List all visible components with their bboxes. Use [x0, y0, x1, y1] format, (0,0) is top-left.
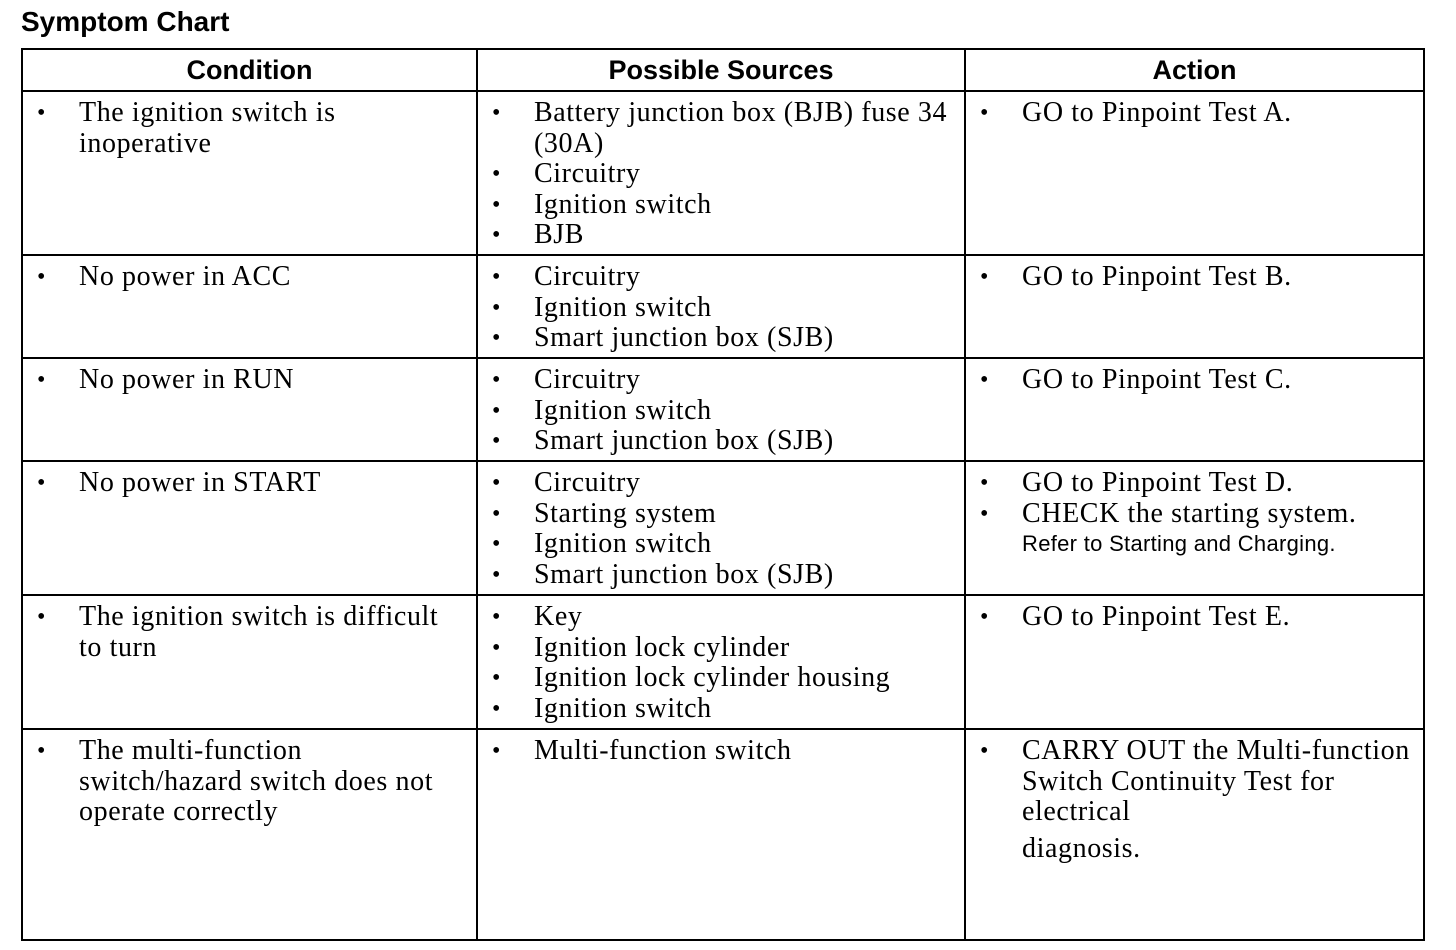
source-item: • Ignition lock cylinder	[492, 631, 790, 663]
sources-cell	[477, 358, 965, 461]
action-cell	[965, 255, 1424, 358]
source-item: • BJB	[492, 219, 585, 250]
sources-cell	[477, 461, 965, 595]
source-item: • Key	[492, 601, 583, 632]
header-action: Action	[965, 49, 1424, 91]
source-item: • Ignition switch	[492, 528, 712, 559]
table-header-row	[22, 49, 1424, 91]
condition-cell	[22, 255, 477, 358]
sources-cell	[477, 595, 965, 729]
source-item: • Ignition switch	[492, 394, 712, 426]
condition-cell	[22, 595, 477, 729]
source-item: • Ignition switch	[492, 692, 712, 724]
condition-item: • No power in RUN	[37, 364, 295, 395]
table-row	[22, 595, 1424, 729]
action-item: • GO to Pinpoint Test C.	[980, 364, 1292, 395]
header-possible-sources: Possible Sources	[477, 49, 965, 91]
table-row	[22, 729, 1424, 940]
action-item: • GO to Pinpoint Test B.	[980, 261, 1292, 292]
action-cell	[965, 91, 1424, 255]
condition-cell	[22, 358, 477, 461]
condition-item: • No power in START	[37, 467, 321, 498]
source-item: • Circuitry	[492, 158, 641, 189]
table-row	[22, 255, 1424, 358]
sources-cell	[477, 91, 965, 255]
table-row	[22, 91, 1424, 255]
action-item: • GO to Pinpoint Test D.	[980, 467, 1294, 498]
action-cell	[965, 358, 1424, 461]
action-cell	[965, 595, 1424, 729]
action-item: • CARRY OUT the Multi-function Switch Continuity Test for electrical diagnosis.	[980, 736, 1413, 864]
source-item: • Ignition lock cylinder housing	[492, 662, 891, 693]
sources-cell	[477, 729, 965, 940]
source-item: • Circuitry	[492, 261, 641, 292]
page-title: Symptom Chart	[21, 6, 230, 37]
source-item: • Circuitry	[492, 364, 641, 395]
source-item: • Starting system	[492, 497, 717, 529]
action-cell	[965, 461, 1424, 595]
symptom-table	[21, 48, 1425, 941]
source-item: • Smart junction box (SJB)	[492, 322, 834, 353]
action-cell	[965, 729, 1424, 940]
table-row	[22, 461, 1424, 595]
action-item: • GO to Pinpoint Test E.	[980, 601, 1291, 632]
source-item: • Smart junction box (SJB)	[492, 558, 834, 590]
source-item: • Smart junction box (SJB)	[492, 425, 834, 456]
condition-item: • The ignition switch is inoperative	[37, 97, 336, 159]
source-item: • Ignition switch	[492, 291, 712, 323]
source-item: • Ignition switch	[492, 188, 712, 220]
header-condition: Condition	[22, 49, 477, 91]
action-item: • CHECK the starting system. Refer to Starting and Charging.	[980, 499, 1413, 560]
condition-item: • The ignition switch is difficult to turn	[37, 601, 439, 663]
action-item: • GO to Pinpoint Test A.	[980, 97, 1292, 128]
reference-note: Refer to Starting and Charging.	[1022, 531, 1336, 556]
condition-cell	[22, 729, 477, 940]
source-item: • Multi-function switch	[492, 735, 792, 766]
source-item: • Circuitry	[492, 467, 641, 498]
sources-cell	[477, 255, 965, 358]
table-row	[22, 358, 1424, 461]
condition-cell	[22, 91, 477, 255]
source-item: • Battery junction box (BJB) fuse 34 (30A)	[492, 97, 948, 159]
condition-item: • No power in ACC	[37, 261, 291, 292]
action-continuation: diagnosis.	[1022, 832, 1141, 864]
condition-cell	[22, 461, 477, 595]
condition-item: • The multi-function switch/hazard switch does not operate correctly	[37, 735, 434, 827]
